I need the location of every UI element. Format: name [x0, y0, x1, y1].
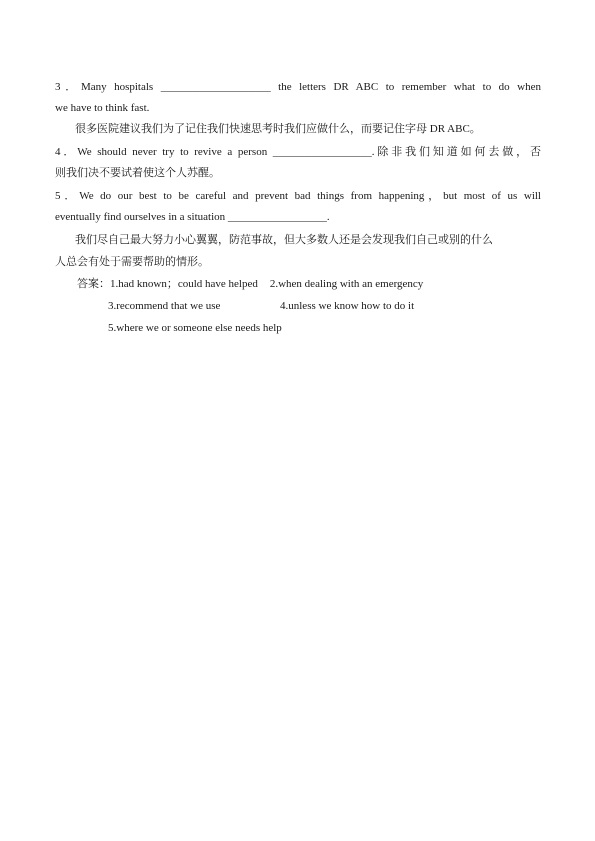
answer-row-2 [108, 299, 414, 313]
q5-line-1: 5．We do our best to be careful and prevent bad things from happening，but most of us will [55, 190, 541, 202]
answer-label: 答案： [77, 278, 110, 290]
answer-5: 5.where we or someone else needs help [108, 322, 282, 334]
q4-line-2: 则我们决不要试着使这个人苏醒。 [55, 167, 220, 179]
answer-4: 4.unless we know how to do it [280, 300, 415, 312]
q5-translation-2: 人总会有处于需要帮助的情形。 [55, 256, 209, 268]
q4-line-1: 4．We should never try to revive a person __________________.除非我们知道如何去做，否 [55, 146, 541, 158]
answer-2: 2.when dealing with an emergency [269, 278, 424, 290]
q3-translation: 很多医院建议我们为了记住我们快速思考时我们应做什么，而要记住字母 DR ABC。 [75, 123, 481, 135]
q3-line-1: 3．Many hospitals ____________________ the letters DR ABC to remember what to do when [55, 81, 541, 93]
q5-line-2: eventually find ourselves in a situation __________________. [55, 211, 330, 223]
q3-line-2: we have to think fast. [55, 102, 150, 114]
answer-1: 1.had known；could have helped [110, 278, 258, 290]
q5-translation-1: 我们尽自己最大努力小心翼翼，防范事故，但大多数人还是会发现我们自己或别的什么 [75, 234, 493, 246]
answer-row-1 [77, 277, 423, 291]
answer-3: 3.recommend that we use [108, 300, 221, 312]
